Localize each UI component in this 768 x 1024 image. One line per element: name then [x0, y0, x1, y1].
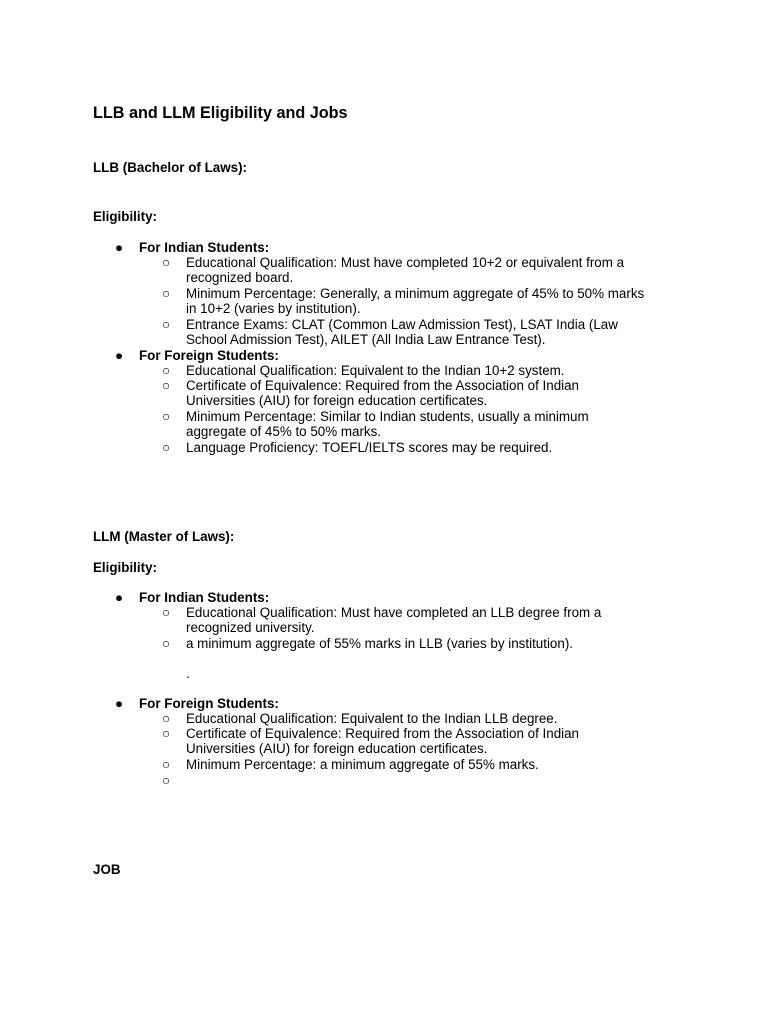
stray-period: .	[186, 666, 190, 681]
list-item: Educational Qualification: Must have completed an LLB degree from a recognized university.	[186, 605, 602, 636]
list-item: Minimum Percentage: a minimum aggregate of 55% marks.	[186, 757, 539, 772]
sub-bullet-icon: ○	[161, 605, 171, 620]
job-heading: JOB	[93, 862, 121, 877]
list-item: Educational Qualification: Equivalent to the Indian LLB degree.	[186, 711, 558, 726]
list-item: Minimum Percentage: Generally, a minimum aggregate of 45% to 50% marks in 10+2 (varies by institution).	[186, 286, 645, 317]
sub-bullet-icon: ○	[161, 440, 171, 455]
list-item: Educational Qualification: Must have completed 10+2 or equivalent from a recognized board.	[186, 255, 625, 286]
llm-heading: LLM (Master of Laws):	[93, 529, 235, 544]
sub-bullet-icon: ○	[161, 378, 171, 393]
sub-bullet-icon: ○	[161, 255, 171, 270]
llb-indian-students-label: For Indian Students:	[139, 240, 270, 255]
sub-bullet-icon: ○	[161, 363, 171, 378]
llm-eligibility-heading: Eligibility:	[93, 560, 157, 575]
bullet-icon: ●	[114, 240, 124, 255]
list-item: Entrance Exams: CLAT (Common Law Admission Test), LSAT India (Law School Admission Test), AILET (All India Law Entrance Test).	[186, 317, 618, 348]
sub-bullet-icon: ○	[161, 286, 171, 301]
list-item: Minimum Percentage: Similar to Indian students, usually a minimum aggregate of 45% to 50% marks.	[186, 409, 589, 440]
bullet-icon: ●	[114, 590, 124, 605]
llm-indian-students-label: For Indian Students:	[139, 590, 270, 605]
llb-heading: LLB (Bachelor of Laws):	[93, 160, 247, 175]
bullet-icon: ●	[114, 696, 124, 711]
bullet-icon: ●	[114, 348, 124, 363]
list-item: Certificate of Equivalence: Required from the Association of Indian Universities (AIU) for foreign education certificates.	[186, 378, 580, 409]
llb-foreign-students-label: For Foreign Students:	[139, 348, 279, 363]
llm-foreign-students-label: For Foreign Students:	[139, 696, 279, 711]
sub-bullet-icon: ○	[161, 317, 171, 332]
sub-bullet-icon: ○	[161, 757, 171, 772]
list-item: Certificate of Equivalence: Required from the Association of Indian Universities (AIU) for foreign education certificates.	[186, 726, 580, 757]
document-title: LLB and LLM Eligibility and Jobs	[93, 104, 348, 122]
list-item: a minimum aggregate of 55% marks in LLB (varies by institution).	[186, 636, 574, 651]
sub-bullet-icon: ○	[161, 711, 171, 726]
sub-bullet-icon: ○	[161, 409, 171, 424]
list-item: Educational Qualification: Equivalent to the Indian 10+2 system.	[186, 363, 565, 378]
sub-bullet-icon: ○	[161, 726, 171, 741]
sub-bullet-icon: ○	[161, 773, 171, 788]
sub-bullet-icon: ○	[161, 636, 171, 651]
list-item: Language Proficiency: TOEFL/IELTS scores may be required.	[186, 440, 553, 455]
llb-eligibility-heading: Eligibility:	[93, 209, 157, 224]
